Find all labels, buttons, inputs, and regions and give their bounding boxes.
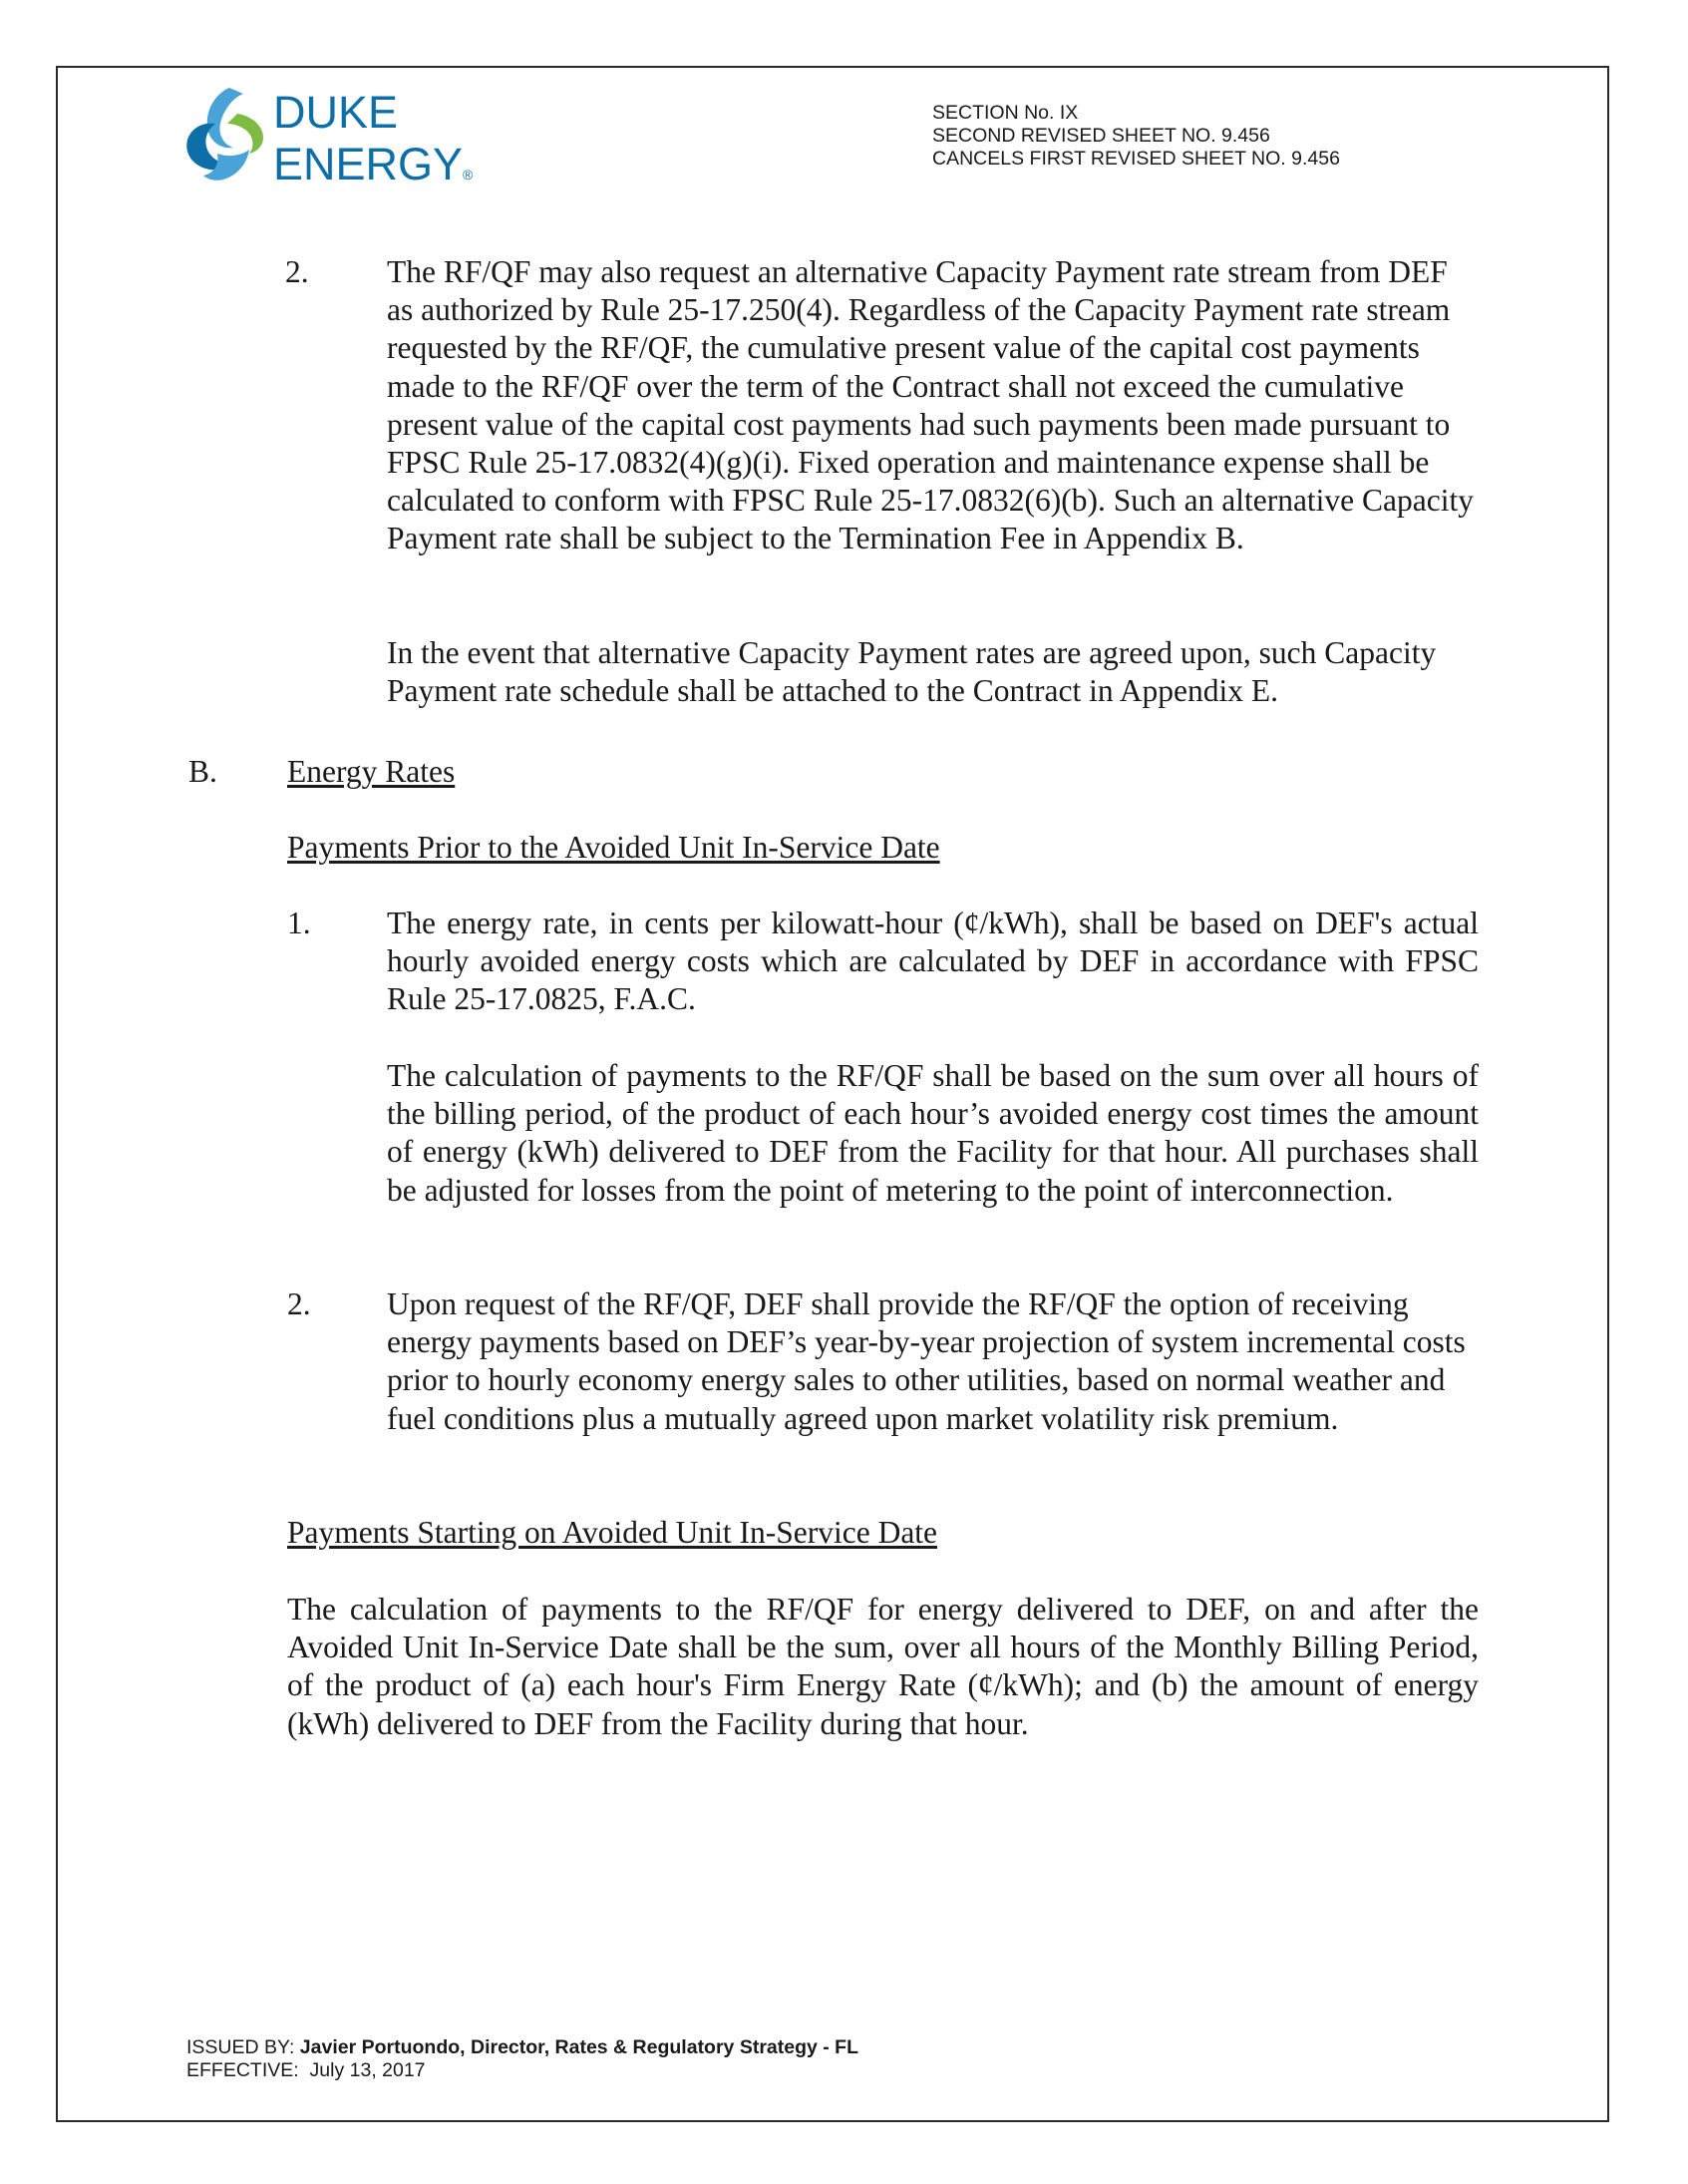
sheet-number: SECOND REVISED SHEET NO. 9.456 xyxy=(932,125,1270,147)
effective-date: July 13, 2017 xyxy=(309,2059,426,2081)
duke-energy-logo-mark-icon xyxy=(177,84,273,193)
subheading-starting: Payments Starting on Avoided Unit In-Service Date xyxy=(287,1515,938,1550)
issued-by-line xyxy=(186,2036,858,2059)
subheading-prior: Payments Prior to the Avoided Unit In-Service Date xyxy=(287,830,940,865)
item-a2-paragraph-2: In the event that alternative Capacity Payment rates are agreed upon, such Capacity Payment rate schedule shall be attached to the Contract in Appendix E. xyxy=(387,635,1437,709)
logo-text-energy-word: ENERGY xyxy=(273,139,464,189)
issued-by-value: Javier Portuondo, Director, Rates & Regulatory Strategy - FL xyxy=(299,2036,859,2058)
item-number: 2. xyxy=(285,254,309,289)
section-title: Energy Rates xyxy=(287,754,456,789)
item-b1-paragraph-1: The energy rate, in cents per kilowatt-hour (¢/kWh), shall be based on DEF's actual hourly avoided energy costs which are calculated by DEF in accordance with FPSC Rule 25-17.0825, F.A.C. xyxy=(387,906,1479,1017)
cancels-sheet: CANCELS FIRST REVISED SHEET NO. 9.456 xyxy=(932,148,1340,170)
item-number: 1. xyxy=(287,906,311,940)
issued-by-label: ISSUED BY: xyxy=(186,2036,295,2058)
effective-label: EFFECTIVE: xyxy=(186,2059,299,2081)
paragraph-starting: The calculation of payments to the RF/QF for energy delivered to DEF, on and after the Avoided Unit In-Service Date shall be the sum, over all hours of the Monthly Billing Period, of the product of (a) each hour's Firm Energy Rate (¢/kWh); and (b) the amount of energy (kWh) delivered to DEF from the Facility during that hour. xyxy=(287,1592,1479,1741)
logo-text-energy xyxy=(273,139,474,189)
sheet-info xyxy=(932,102,1340,171)
item-b2-paragraph-1: Upon request of the RF/QF, DEF shall provide the RF/QF the option of receiving energy payments based on DEF’s year-by-year projection of system incremental costs prior to hourly economy energy sales to other utilities, based on normal weather and fuel conditions plus a mutually agreed upon market volatility risk premium. xyxy=(387,1286,1466,1436)
section-letter: B. xyxy=(188,754,217,789)
logo-registered-mark: ® xyxy=(463,167,474,182)
footer xyxy=(186,2036,858,2082)
logo-text-duke: DUKE xyxy=(273,87,399,138)
section-number: SECTION No. IX xyxy=(932,102,1079,124)
duke-energy-logo xyxy=(177,84,477,193)
item-b1-paragraph-2: The calculation of payments to the RF/QF shall be based on the sum over all hours of the billing period, of the product of each hour’s avoided energy cost times the amount of energy (kWh) delivered to DEF from the Facility for that hour. All purchases shall be adjusted for losses from the point of metering to the point of interconnection. xyxy=(387,1058,1479,1208)
item-a2-paragraph-1: The RF/QF may also request an alternative Capacity Payment rate stream from DEF as authorized by Rule 25-17.250(4). Regardless of the Capacity Payment rate stream requested by the RF/QF, the cumulative present value of the capital cost payments made to the RF/QF over the term of the Contract shall not exceed the cumulative present value of the capital cost payments had such payments been made pursuant to FPSC Rule 25-17.0832(4)(g)(i). Fixed operation and maintenance expense shall be calculated to conform with FPSC Rule 25-17.0832(6)(b). Such an alternative Capacity Payment rate shall be subject to the Termination Fee in Appendix B. xyxy=(387,254,1474,556)
effective-line xyxy=(186,2059,858,2082)
item-number: 2. xyxy=(287,1286,311,1321)
